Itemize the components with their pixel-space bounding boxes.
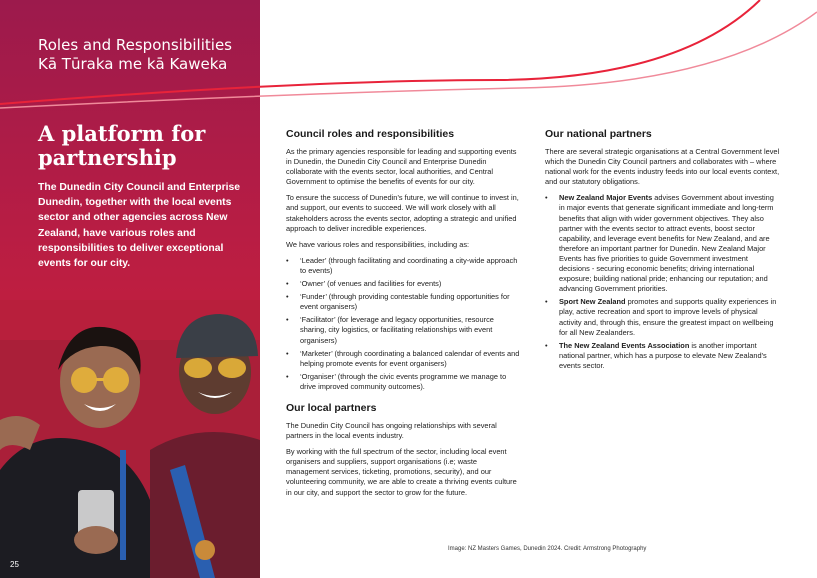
- council-roles-paragraph: As the primary agencies responsible for leading and supporting events in Dunedin, the Dunedin City Council and Enterprise Dunedin collaborate with the events sector, local authorities, and Central Government to optimise the benefits of events for our city.: [286, 147, 517, 187]
- intro-paragraph: The Dunedin City Council and Enterprise Dunedin, together with the local events sector and other agencies across New Zealand, have various roles and responsibilities to deliver exceptional events for our city.: [38, 182, 241, 270]
- list-item: [545, 193, 780, 294]
- partner-description: advises Government about investing in major events that generate significant immediate and long-term benefits that align with wider government objectives. They also partner with the events sector to attract events, boost sector capability, and leverage event benefits for New Zealand, and are therefore an important partner for Dunedin. New Zealand Major Events has five priorities to guide Government investment decisions - securing economic benefits; driving international exposure; building national pride; enhancing our reputation; and advancing Government priorities.: [559, 193, 774, 294]
- list-item: • ‘Leader’ (through facilitating and coordinating a city-wide approach to events): [286, 256, 521, 276]
- national-partners-list: [545, 193, 780, 371]
- local-partners-heading: Our local partners: [286, 401, 377, 414]
- list-item: • ‘Organiser’ (through the civic events programme we manage to drive improved community outcomes).: [286, 372, 521, 392]
- national-partners-column: [545, 128, 780, 377]
- section-title-maori: Kā Tūraka me kā Kaweka: [38, 55, 228, 73]
- section-title-english: Roles and Responsibilities: [38, 36, 232, 54]
- list-item: • ‘Marketer’ (through coordinating a balanced calendar of events and helping promote events for event organisers): [286, 349, 521, 369]
- partner-description: promotes and supports quality experiences in play, active recreation and sport to improve levels of physical activity and, through this, ensure the greatest impact on wellbeing for all New Zealanders.: [559, 297, 777, 337]
- list-item: • ‘Owner’ (of venues and facilities for events): [286, 279, 521, 289]
- list-item: • ‘Facilitator’ (for leverage and legacy opportunities, resource sharing, city logistics, or facilitating relationships with event organisers): [286, 315, 521, 345]
- national-partners-intro: There are several strategic organisations at a Central Government level which the Dunedin City Council partners and collaborates with – where national work for the events industry feeds into our local events context, and our statutory obligations.: [545, 147, 780, 187]
- national-partners-heading: Our national partners: [545, 128, 652, 140]
- council-roles-heading: Council roles and responsibilities: [286, 128, 455, 140]
- image-credit: Image: NZ Masters Games, Dunedin 2024. Credit: Armstrong Photography: [448, 546, 647, 552]
- list-item: [545, 341, 780, 371]
- council-roles-column: [286, 128, 521, 504]
- partner-name: The New Zealand Events Association: [559, 340, 690, 350]
- page-number: 25: [10, 560, 19, 569]
- decorative-lines: [0, 0, 817, 120]
- partner-name: Sport New Zealand: [559, 297, 626, 307]
- partner-description: is another important national partner, which has a purpose to elevate New Zealand’s events sector.: [559, 340, 767, 370]
- local-partners-paragraph: By working with the full spectrum of the sector, including local event organisers and suppliers, support organisations (i.e; waste management services, ticketing, promotions, security), and our volunteering community, we are able to create a thriving events culture in our city, and support the sector to grow for the future.: [286, 447, 517, 497]
- council-roles-paragraph: We have various roles and responsibilities, including as:: [286, 239, 470, 249]
- list-item: • ‘Funder’ (through providing contestable funding opportunities for event organisers): [286, 292, 521, 312]
- roles-list: [286, 256, 521, 392]
- list-item: [545, 297, 780, 337]
- page-headline: A platform for partnership: [38, 121, 206, 170]
- event-photo: [0, 300, 260, 578]
- council-roles-paragraph: To ensure the success of Dunedin’s future, we will continue to invest in, and support, our events to succeed. We will work closely with all stakeholders across the events sector, adopting a strategic and unified approach to deliver incredible experiences.: [286, 193, 519, 233]
- local-partners-paragraph: The Dunedin City Council has ongoing relationships with several partners in the local events industry.: [286, 420, 497, 441]
- partner-name: New Zealand Major Events: [559, 193, 653, 203]
